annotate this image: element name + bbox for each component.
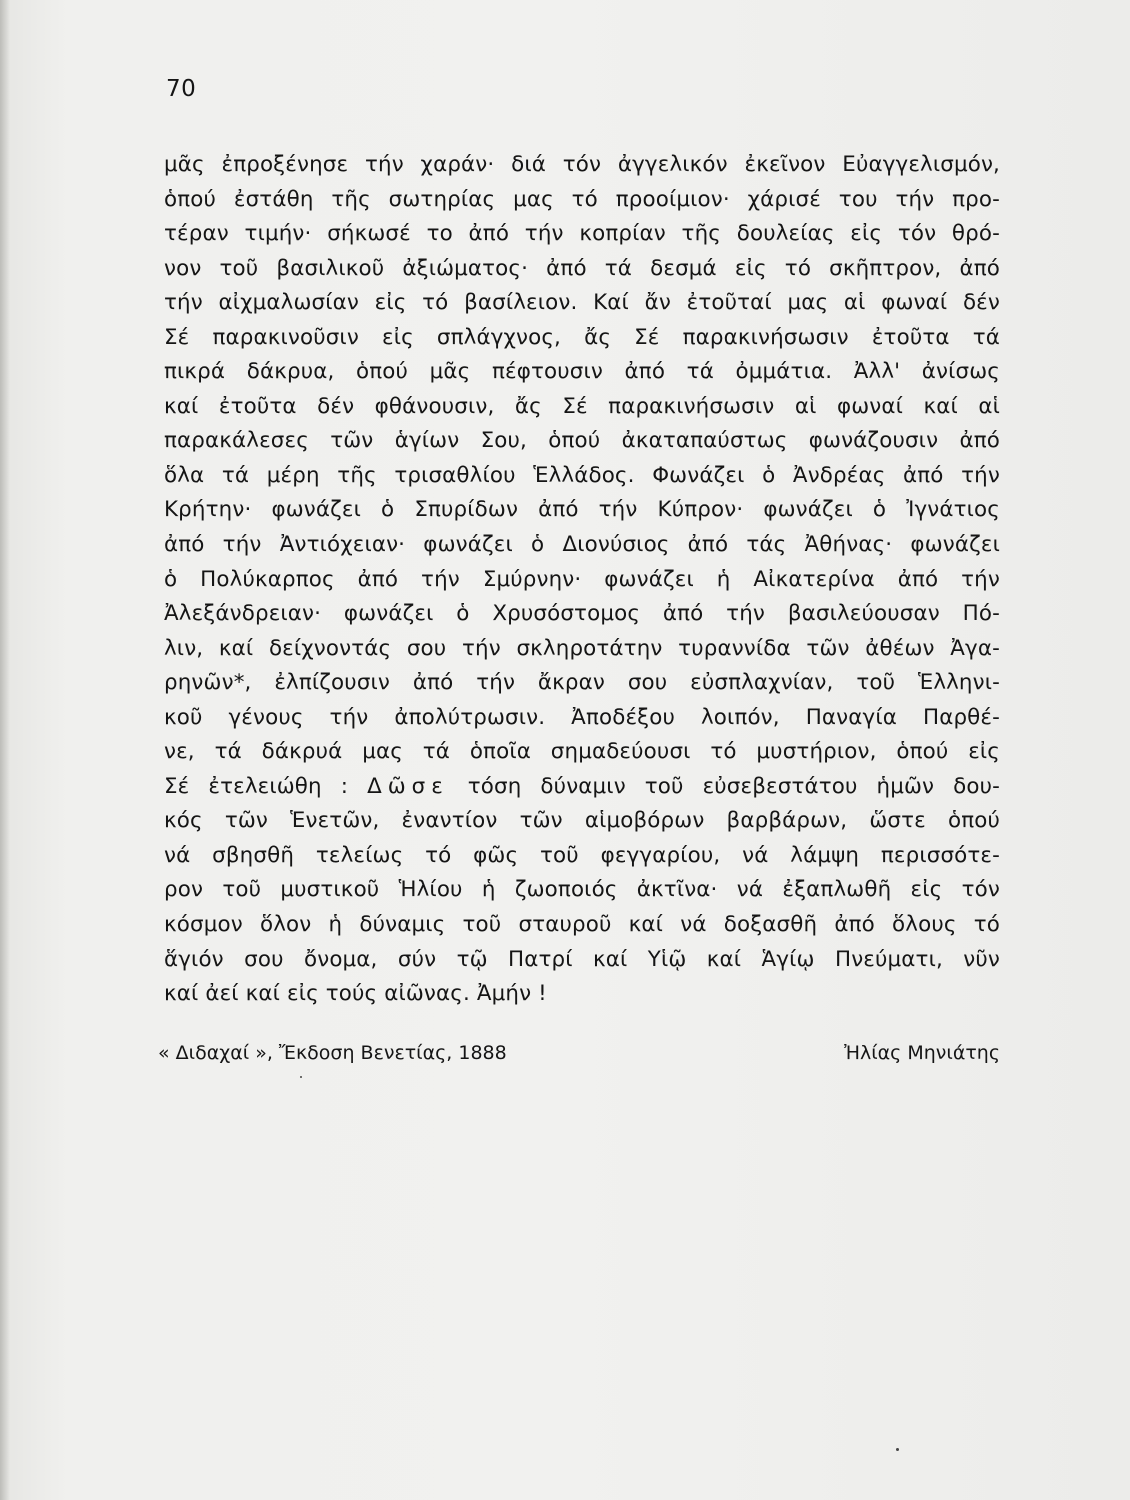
text-line: ὅλα τά μέρη τῆς τρισαθλίου Ἑλλάδος. Φωνάζει ὁ Ἀνδρέας ἀπό τήν [164,462,1000,488]
page-number: 70 [166,76,197,102]
text-line: νον τοῦ βασιλικοῦ ἀξιώματος· ἀπό τά δεσμά εἰς τό σκῆπτρον, ἀπό [164,255,1000,281]
text-line: νε, τά δάκρυά μας τά ὁποῖα σημαδεύουσι τό μυστήριον, ὁπού εἰς [164,739,1000,765]
text-line: τήν αἰχμαλωσίαν εἰς τό βασίλειον. Καί ἄν ἐτοῦταί μας αἱ φωναί δέν [164,290,1000,316]
text-fragment: τόση δύναμιν τοῦ εὐσεβεστάτου ἡμῶν δου- [448,773,1001,799]
text-line: ἅγιόν σου ὄνομα, σύν τῷ Πατρί καί Υἱῷ καί Ἁγίῳ Πνεύματι, νῦν [164,946,1000,972]
text-line-emphasis [164,770,1000,805]
text-line: νά σβησθῆ τελείως τό φῶς τοῦ φεγγαρίου, νά λάμψη περισσότε- [164,842,1000,868]
speck-mark [896,1448,899,1451]
source-citation: « Διδαχαί », Ἔκδοση Βενετίας, 1888 [158,1042,507,1064]
text-line: κός τῶν Ἑνετῶν, ἐναντίον τῶν αἱμοβόρων βαρβάρων, ὥστε ὁπού [164,808,1000,834]
text-line: μᾶς ἐπροξένησε τήν χαράν· διά τόν ἀγγελικόν ἐκεῖνον Εὐαγγελισμόν, [164,152,1000,177]
author-name: Ἠλίας Μηνιάτης [844,1042,1000,1064]
text-line: λιν, καί δείχνοντάς σου τήν σκληροτάτην τυραννίδα τῶν ἀθέων Ἀγα- [164,635,1000,661]
text-line: ὁ Πολύκαρπος ἀπό τήν Σμύρνην· φωνάζει ἡ Αἰκατερίνα ἀπό τήν [164,566,1000,592]
spine-shadow [0,0,10,1500]
speck-mark [300,1076,302,1078]
text-line: Κρήτην· φωνάζει ὁ Σπυρίδων ἀπό τήν Κύπρον· φωνάζει ὁ Ἰγνάτιος [164,497,1000,523]
attribution-footer [158,1042,1000,1064]
text-line: παρακάλεσες τῶν ἁγίων Σου, ὁπού ἀκαταπαύστως φωνάζουσιν ἀπό [164,428,1000,454]
text-line: ρηνῶν*, ἐλπίζουσιν ἀπό τήν ἄκραν σου εὐσπλαχνίαν, τοῦ Ἑλληνι- [164,670,1000,696]
text-line: καί ἐτοῦτα δέν φθάνουσιν, ἄς Σέ παρακινήσωσιν αἱ φωναί καί αἱ [164,393,1000,419]
text-line: πικρά δάκρυα, ὁπού μᾶς πέφτουσιν ἀπό τά ὀμμάτια. Ἀλλ' ἀνίσως [164,359,1000,385]
text-line: ρον τοῦ μυστικοῦ Ἡλίου ἡ ζωοποιός ἀκτῖνα· νά ἐξαπλωθῆ εἰς τόν [164,877,1000,903]
spaced-emphasis-word: Δῶσε [367,773,449,799]
text-fragment: Σέ ἐτελειώθη : [164,773,368,799]
text-line: κοῦ γένους τήν ἀπολύτρωσιν. Ἀποδέξου λοιπόν, Παναγία Παρθέ- [164,704,1000,730]
text-line: Ἀλεξάνδρειαν· φωνάζει ὁ Χρυσόστομος ἀπό τήν βασιλεύουσαν Πό- [164,601,1000,627]
text-line: ἀπό τήν Ἀντιόχειαν· φωνάζει ὁ Διονύσιος ἀπό τάς Ἀθήνας· φωνάζει [164,532,1000,558]
text-line-last: καί ἀεί καί εἰς τούς αἰῶνας. Ἀμήν ! [164,981,547,1007]
text-line: τέραν τιμήν· σήκωσέ το ἀπό τήν κοπρίαν τῆς δουλείας εἰς τόν θρό- [164,221,1000,247]
text-line: Σέ παρακινοῦσιν εἰς σπλάγχνος, ἄς Σέ παρακινήσωσιν ἐτοῦτα τά [164,324,1000,350]
prayer-text [164,148,1000,1012]
text-line: κόσμον ὅλον ἡ δύναμις τοῦ σταυροῦ καί νά δοξασθῆ ἀπό ὅλους τό [164,912,1000,938]
text-line: ὁπού ἐστάθη τῆς σωτηρίας μας τό προοίμιον· χάρισέ του τήν προ- [164,186,1000,212]
